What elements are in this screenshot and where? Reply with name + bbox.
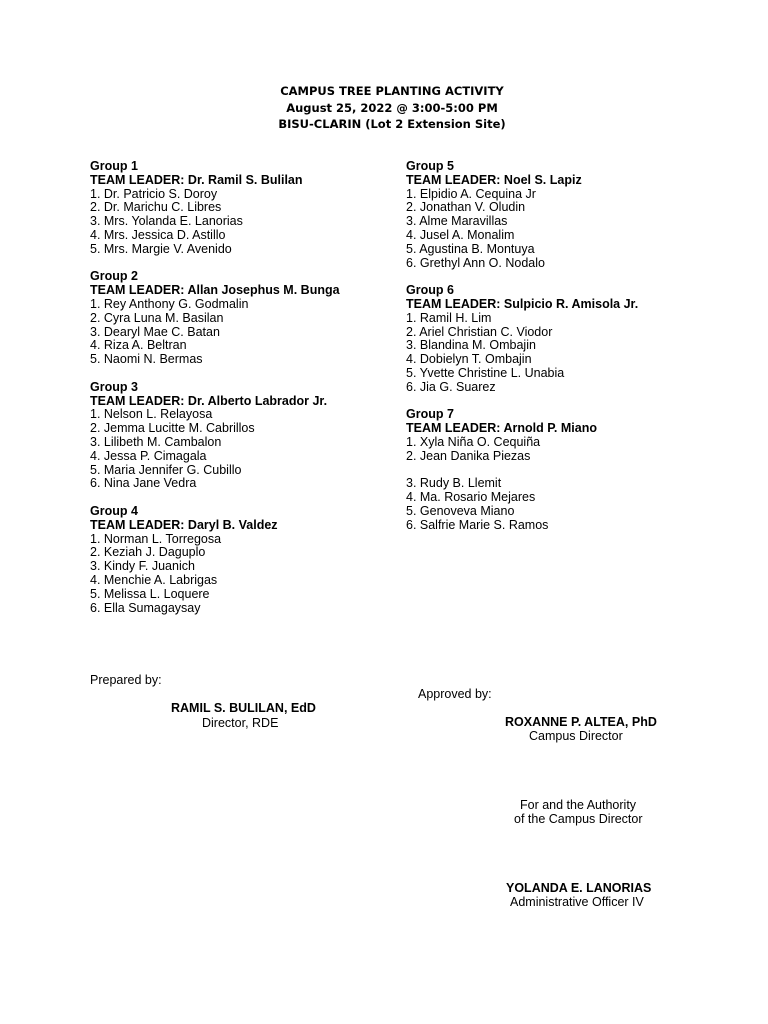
member: 5. Yvette Christine L. Unabia <box>406 365 565 380</box>
member: 3. Rudy B. Llemit <box>406 476 502 491</box>
left-column <box>90 160 390 629</box>
team-leader: TEAM LEADER: Noel S. Lapiz <box>406 172 582 187</box>
group-2 <box>90 270 390 367</box>
group-title: Group 5 <box>406 159 454 173</box>
member: 5. Genoveva Miano <box>406 503 515 518</box>
approved-by-title: Campus Director <box>529 729 623 743</box>
group-title: Group 2 <box>90 269 138 284</box>
group-title: Group 1 <box>90 159 138 173</box>
member: 5. Maria Jennifer G. Cubillo <box>90 462 242 477</box>
member: 1. Dr. Patricio S. Doroy <box>90 186 218 201</box>
member: 2. Dr. Marichu C. Libres <box>90 200 222 215</box>
member: 1. Nelson L. Relayosa <box>90 407 213 422</box>
group-title: Group 7 <box>406 407 454 422</box>
member: 4. Ma. Rosario Mejares <box>406 490 536 505</box>
authority-line-2: of the Campus Director <box>514 812 643 826</box>
member: 1. Norman L. Torregosa <box>90 531 222 546</box>
group-title: Group 4 <box>90 503 138 518</box>
member: 2. Jemma Lucitte M. Cabrillos <box>90 421 255 436</box>
prepared-by-name: RAMIL S. BULILAN, EdD <box>171 701 316 715</box>
approved-by-label: Approved by: <box>418 687 492 701</box>
group-7 <box>406 408 746 532</box>
admin-officer-title: Administrative Officer IV <box>510 895 644 909</box>
event-date: August 25, 2022 @ 3:00-5:00 PM <box>286 100 498 115</box>
team-leader: TEAM LEADER: Dr. Ramil S. Bulilan <box>90 172 303 187</box>
member: 6. Jia G. Suarez <box>406 379 496 394</box>
member: 3. Dearyl Mae C. Batan <box>90 324 220 339</box>
member: 4. Menchie A. Labrigas <box>90 572 218 587</box>
group-title: Group 3 <box>90 379 138 394</box>
member: 4. Dobielyn T. Ombajin <box>406 352 532 367</box>
member: 5. Mrs. Margie V. Avenido <box>90 241 232 256</box>
member: 6. Ella Sumagaysay <box>90 600 201 615</box>
authority-line-1: For and the Authority <box>520 798 637 812</box>
admin-officer-name: YOLANDA E. LANORIAS <box>506 881 652 895</box>
member: 5. Naomi N. Bermas <box>90 352 203 367</box>
prepared-by-label: Prepared by: <box>90 673 162 687</box>
member: 2. Jean Danika Piezas <box>406 448 531 463</box>
member: 1. Xyla Niña O. Cequiña <box>406 434 541 449</box>
member: 2. Ariel Christian C. Viodor <box>406 324 553 339</box>
member: 1. Ramil H. Lim <box>406 310 492 325</box>
member: 4. Jessa P. Cimagala <box>90 448 207 463</box>
member: 5. Melissa L. Loquere <box>90 586 210 601</box>
member: 3. Alme Maravillas <box>406 214 508 229</box>
member: 6. Nina Jane Vedra <box>90 476 197 491</box>
prepared-by-title: Director, RDE <box>202 716 279 730</box>
member: 4. Jusel A. Monalim <box>406 227 515 242</box>
member: 3. Blandina M. Ombajin <box>406 338 536 353</box>
event-venue: BISU-CLARIN (Lot 2 Extension Site) <box>278 117 506 131</box>
member: 3. Kindy F. Juanich <box>90 559 195 574</box>
member: 5. Agustina B. Montuya <box>406 241 535 256</box>
document-title: CAMPUS TREE PLANTING ACTIVITY <box>280 84 504 98</box>
member: 1. Rey Anthony G. Godmalin <box>90 296 249 311</box>
group-1 <box>90 160 390 257</box>
member: 1. Elpidio A. Cequina Jr <box>406 186 536 201</box>
team-leader: TEAM LEADER: Arnold P. Miano <box>406 421 597 436</box>
group-4 <box>90 505 390 615</box>
member: 6. Grethyl Ann O. Nodalo <box>406 255 545 270</box>
group-3 <box>90 381 390 491</box>
member: 4. Mrs. Jessica D. Astillo <box>90 227 226 242</box>
team-leader: TEAM LEADER: Sulpicio R. Amisola Jr. <box>406 296 639 311</box>
group-5 <box>406 160 746 270</box>
member: 4. Riza A. Beltran <box>90 338 187 353</box>
team-leader: TEAM LEADER: Dr. Alberto Labrador Jr. <box>90 393 328 408</box>
team-leader: TEAM LEADER: Daryl B. Valdez <box>90 517 278 532</box>
group-title: Group 6 <box>406 283 454 298</box>
approved-by-name: ROXANNE P. ALTEA, PhD <box>505 715 657 729</box>
member: 2. Keziah J. Daguplo <box>90 545 206 560</box>
member: 2. Cyra Luna M. Basilan <box>90 310 224 325</box>
document-header <box>0 83 768 133</box>
member: 3. Mrs. Yolanda E. Lanorias <box>90 214 243 229</box>
right-column <box>406 160 746 546</box>
team-leader: TEAM LEADER: Allan Josephus M. Bunga <box>90 283 340 298</box>
member: 3. Lilibeth M. Cambalon <box>90 434 222 449</box>
member: 2. Jonathan V. Oludin <box>406 200 526 215</box>
group-6 <box>406 284 746 394</box>
member: 6. Salfrie Marie S. Ramos <box>406 517 549 532</box>
blank-line <box>406 464 746 478</box>
